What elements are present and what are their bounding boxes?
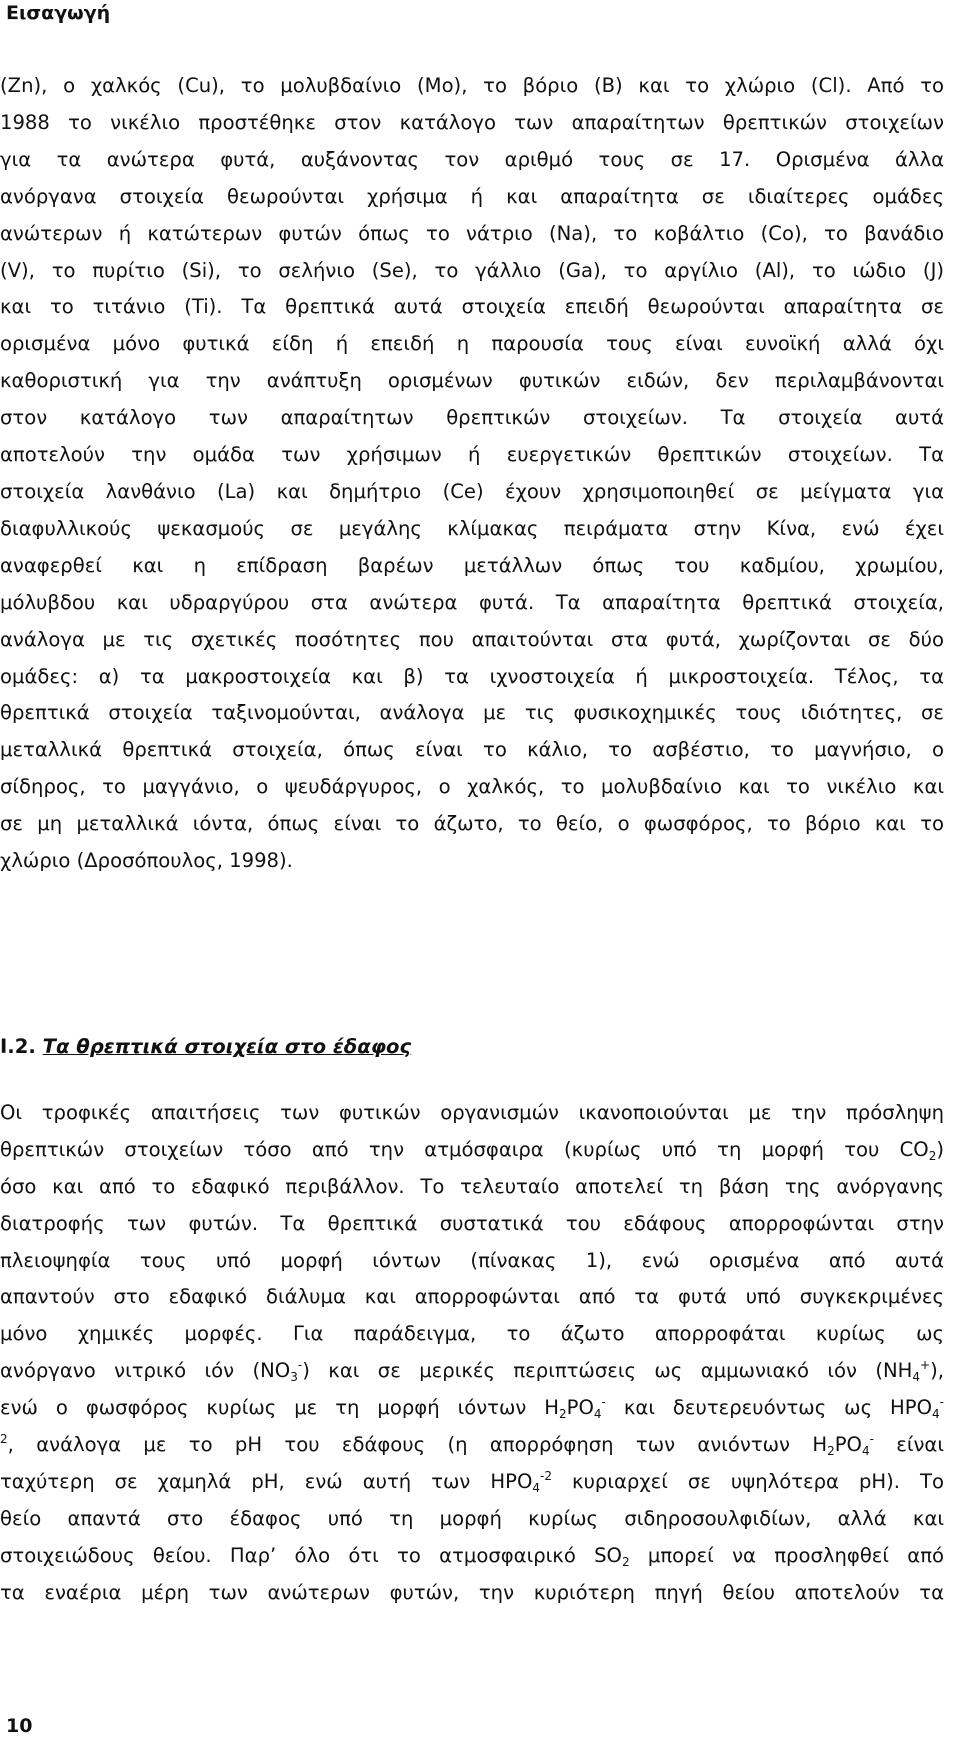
text-line: θρεπτικών στοιχείων τόσο από την ατμόσφαιρα (κυρίως υπό τη μορφή του $CO_2$) <box>0 1137 944 1163</box>
text-line: καθοριστική για την ανάπτυξη ορισμένων φυτικών ειδών, δεν περιλαμβάνονται <box>0 369 944 393</box>
text-line: διατροφής των φυτών. Τα θρεπτικά συστατικά του εδάφους απορροφώνται στην <box>0 1211 944 1235</box>
page-number: 10 <box>6 1715 33 1737</box>
section-heading <box>0 1035 411 1058</box>
text-line: τα εναέρια μέρη των ανώτερων φυτών, την κυριότερη πηγή θείου αποτελούν τα <box>0 1580 944 1604</box>
text-line: ανάλογα με τις σχετικές ποσότητες που απαιτούνται στα φυτά, χωρίζονται σε δύο <box>0 627 944 651</box>
text-line: (Zn), ο χαλκός (Cu), το μολυβδαίνιο (Mo), το βόριο (B) και το χλώριο (Cl). Από το <box>0 74 944 97</box>
text-line: μόνο χημικές μορφές. Για παράδειγμα, το άζωτο απορροφάται κυρίως ως <box>0 1322 944 1346</box>
text-line: αποτελούν την ομάδα των χρήσιμων ή ευεργετικών θρεπτικών στοιχείων. Τα <box>0 443 944 467</box>
text-line: ανόργανο νιτρικό ιόν $(NO_3^-)$ και σε μερικές περιπτώσεις ως αμμωνιακό ιόν $(NH_4^+)$, <box>0 1358 944 1385</box>
text-line: μεταλλικά θρεπτικά στοιχεία, όπως είναι το κάλιο, το ασβέστιο, το μαγνήσιο, ο <box>0 738 944 762</box>
text-line: Οι τροφικές απαιτήσεις των φυτικών οργανισμών ικανοποιούνται με την πρόσληψη <box>0 1100 944 1124</box>
text-line: 1988 το νικέλιο προστέθηκε στον κατάλογο των απαραίτητων θρεπτικών στοιχείων <box>0 110 944 134</box>
text-line: θείο απαντά στο έδαφος υπό τη μορφή κυρίως σιδηροσουλφιδίων, αλλά και <box>0 1506 944 1530</box>
text-line: χλώριο (Δροσόπουλος, 1998). <box>0 849 293 873</box>
text-line: αναφερθεί και η επίδραση βαρέων μετάλλων όπως του καδμίου, χρωμίου, <box>0 553 944 577</box>
text-line: (V), το πυρίτιο (Si), το σελήνιο (Se), το γάλλιο (Ga), το αργίλιο (Al), το ιώδιο (J) <box>0 258 944 282</box>
section-title: Τα θρεπτικά στοιχεία στο έδαφος <box>42 1035 412 1058</box>
text-line: όσο και από το εδαφικό περιβάλλον. Το τελευταίο αποτελεί τη βάση της ανόργανης <box>0 1174 944 1198</box>
text-line: απαντούν στο εδαφικό διάλυμα και απορροφώνται από τα φυτά υπό συγκεκριμένες <box>0 1285 944 1309</box>
text-line: σίδηρος, το μαγγάνιο, ο ψευδάργυρος, ο χαλκός, το μολυβδαίνιο και το νικέλιο και <box>0 775 944 799</box>
running-header: Εισαγωγή <box>6 2 111 24</box>
text-line: ορισμένα μόνο φυτικά είδη ή επειδή η παρουσία τους είναι ευνοϊκή αλλά όχι <box>0 332 944 356</box>
text-line: σε μη μεταλλικά ιόντα, όπως είναι το άζωτο, το θείο, ο φωσφόρος, το βόριο και το <box>0 812 944 836</box>
text-line: ανώτερων ή κατώτερων φυτών όπως το νάτριο (Na), το κοβάλτιο (Co), το βανάδιο <box>0 221 944 245</box>
text-line: στον κατάλογο των απαραίτητων θρεπτικών στοιχείων. Τα στοιχεία αυτά <box>0 406 944 430</box>
text-line: και το τιτάνιο (Ti). Τα θρεπτικά αυτά στοιχεία επειδή θεωρούνται απαραίτητα σε <box>0 295 944 319</box>
text-line: θρεπτικά στοιχεία ταξινομούνται, ανάλογα με τις φυσικοχημικές τους ιδιότητες, σε <box>0 701 944 725</box>
text-line: διαφυλλικούς ψεκασμούς σε μεγάλης κλίμακας πειράματα στην Κίνα, ενώ έχει <box>0 516 944 540</box>
text-line: στοιχεία λανθάνιο (La) και δημήτριο (Ce) έχουν χρησιμοποιηθεί σε μείγματα για <box>0 479 944 503</box>
section-number: Ι.2. <box>0 1035 36 1058</box>
intro-paragraph <box>0 68 944 880</box>
text-line: ανόργανα στοιχεία θεωρούνται χρήσιμα ή και απαραίτητα σε ιδιαίτερες ομάδες <box>0 184 944 208</box>
text-line: ταχύτερη σε χαμηλά pH, ενώ αυτή των $HPO_4^{-2}$ κυριαρχεί σε υψηλότερα pH). Το <box>0 1468 944 1495</box>
text-line: $^2$, ανάλογα με το pH του εδάφους (η απορρόφηση των ανιόντων $H_2PO_4^-$ είναι <box>0 1432 944 1459</box>
text-line: ομάδες: α) τα μακροστοιχεία και β) τα ιχνοστοιχεία ή μικροστοιχεία. Τέλος, τα <box>0 664 944 688</box>
text-line: ενώ ο φωσφόρος κυρίως με τη μορφή ιόντων $H_2PO_4^-$ και δευτερευόντως ως $HPO_4^-$ <box>0 1395 944 1422</box>
text-line: πλειοψηφία τους υπό μορφή ιόντων (πίνακας 1), ενώ ορισμένα από αυτά <box>0 1248 944 1272</box>
text-line: για τα ανώτερα φυτά, αυξάνοντας τον αριθμό τους σε 17. Ορισμένα άλλα <box>0 147 944 171</box>
section-paragraph <box>0 1058 944 1612</box>
text-line: στοιχειώδους θείου. Παρ’ όλο ότι το ατμοσφαιρικό $SO_2$ μπορεί να προσληφθεί από <box>0 1543 945 1569</box>
text-line: μόλυβδου και υδραργύρου στα ανώτερα φυτά. Τα απαραίτητα θρεπτικά στοιχεία, <box>0 590 944 614</box>
